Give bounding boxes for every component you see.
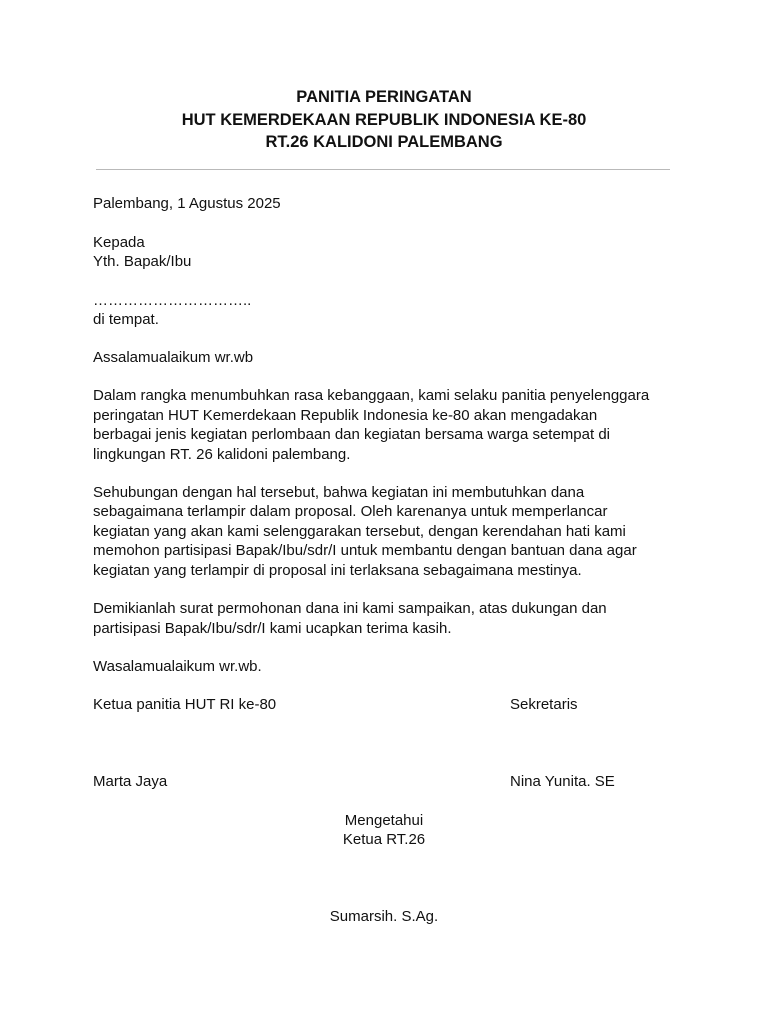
paragraph-line: lingkungan RT. 26 kalidoni palembang. [93, 446, 351, 463]
recipient-place: di tempat. [93, 311, 159, 328]
letter-date: Palembang, 1 Agustus 2025 [93, 195, 281, 212]
header-divider [96, 169, 670, 170]
paragraph-line: kegiatan yang terlampir di proposal ini terlaksana sebagaimana mestinya. [93, 562, 582, 579]
acknowledgement-label: Mengetahui [344, 812, 424, 829]
header-line-2: HUT KEMERDEKAAN REPUBLIK INDONESIA KE-80 [181, 110, 587, 129]
right-signature-title: Sekretaris [510, 696, 578, 713]
acknowledgement-name: Sumarsih. S.Ag. [329, 908, 439, 925]
paragraph-line: peringatan HUT Kemerdekaan Republik Indonesia ke-80 akan mengadakan [93, 407, 598, 424]
paragraph-line: sebagaimana terlampir dalam proposal. Oleh karenanya untuk memperlancar [93, 503, 608, 520]
header-line-3: RT.26 KALIDONI PALEMBANG [265, 133, 503, 151]
left-signature-title: Ketua panitia HUT RI ke-80 [93, 696, 277, 713]
header-line-1: PANITIA PERINGATAN [296, 88, 472, 106]
paragraph-line: partisipasi Bapak/Ibu/sdr/I kami ucapkan terima kasih. [93, 620, 452, 637]
closing: Wasalamualaikum wr.wb. [93, 658, 262, 675]
acknowledgement-title: Ketua RT.26 [342, 831, 426, 848]
paragraph-line: memohon partisipasi Bapak/Ibu/sdr/I untuk membantu dengan bantuan dana agar [93, 542, 637, 559]
left-signature-name: Marta Jaya [93, 773, 168, 790]
recipient-blank: ………………………….. [93, 292, 252, 309]
right-signature-name: Nina Yunita. SE [510, 773, 615, 790]
letter-header [0, 86, 768, 154]
paragraph-line: Demikianlah surat permohonan dana ini kami sampaikan, atas dukungan dan [93, 600, 607, 617]
paragraph-line: Sehubungan dengan hal tersebut, bahwa kegiatan ini membutuhkan dana [93, 484, 585, 501]
paragraph-line: berbagai jenis kegiatan perlombaan dan kegiatan bersama warga setempat di [93, 426, 610, 443]
recipient-label: Kepada [93, 234, 145, 251]
recipient-name: Yth. Bapak/Ibu [93, 253, 192, 270]
paragraph-line: kegiatan yang akan kami selenggarakan tersebut, dengan kerendahan hati kami [93, 523, 626, 540]
greeting: Assalamualaikum wr.wb [93, 349, 254, 366]
paragraph-line: Dalam rangka menumbuhkan rasa kebanggaan, kami selaku panitia penyelenggara [93, 387, 650, 404]
